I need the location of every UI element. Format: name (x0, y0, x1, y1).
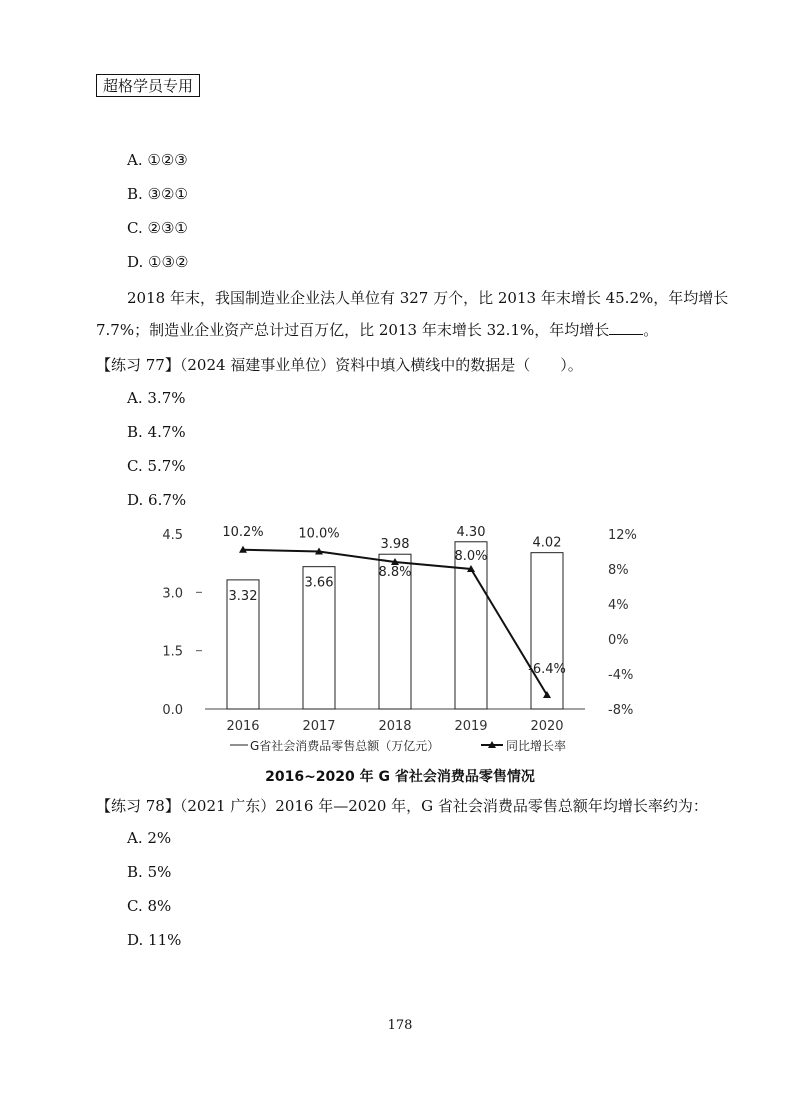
right-axis-tick-label: -4% (608, 668, 634, 683)
right-axis-tick-label: 4% (608, 598, 629, 613)
question-78-prompt: 【练习 78】（2021 广东）2016 年—2020 年，G 省社会消费品零售总额年均增长率约为： (96, 797, 708, 815)
q77-option-d[interactable]: D. 6.7% (127, 491, 187, 509)
left-axis-tick-label: 4.5 (162, 528, 183, 543)
legend-bar-label: G省社会消费品零售总额（万亿元） (250, 739, 440, 753)
x-axis-tick-label: 2020 (530, 719, 564, 734)
left-axis-tick-label: 1.5 (162, 644, 183, 660)
page-number: 178 (387, 1018, 413, 1033)
bar-value-label: 3.98 (380, 537, 410, 553)
x-axis-tick-label: 2019 (454, 719, 488, 734)
option-c[interactable]: C. ②③① (127, 219, 188, 237)
q78-option-c[interactable]: C. 8% (127, 897, 172, 915)
option-a[interactable]: A. ①②③ (127, 151, 188, 169)
passage-line-2: 7.7%；制造业企业资产总计过百万亿，比 2013 年末增长 32.1%，年均增长 。 (96, 321, 659, 339)
q77-option-b[interactable]: B. 4.7% (127, 423, 186, 441)
right-axis-tick-label: 8% (608, 563, 629, 578)
chart-title: 2016~2020 年 G 省社会消费品零售情况 (265, 769, 535, 785)
growth-rate-label: 10.0% (298, 526, 340, 542)
bar-value-label: 4.30 (456, 524, 486, 540)
q78-option-d[interactable]: D. 11% (127, 931, 182, 949)
x-axis-tick-label: 2018 (378, 719, 412, 734)
header-badge: 超格学员专用 (96, 74, 200, 97)
left-axis-tick-label: 0.0 (162, 703, 183, 718)
x-axis-tick-label: 2016 (226, 719, 260, 734)
right-axis-tick-label: -8% (608, 703, 634, 718)
right-axis-tick-label: 0% (608, 633, 629, 648)
bar-2020 (531, 553, 563, 709)
bar-value-label: 3.32 (228, 588, 258, 604)
option-b[interactable]: B. ③②① (127, 185, 188, 203)
growth-rate-label: -6.4% (528, 662, 566, 677)
passage-line-1: 2018 年末，我国制造业企业法人单位有 327 万个，比 2013 年末增长 45.2%，年均增长 (127, 289, 729, 307)
left-axis-tick-label: 3.0 (162, 586, 183, 602)
growth-rate-label: 8.0% (454, 549, 488, 564)
legend-line-label: 同比增长率 (506, 739, 567, 753)
right-axis-tick-label: 12% (608, 528, 637, 543)
question-77-prompt: 【练习 77】（2024 福建事业单位）资料中填入横线中的数据是（ ）。 (96, 356, 583, 374)
q77-option-a[interactable]: A. 3.7% (127, 389, 186, 407)
q77-option-c[interactable]: C. 5.7% (127, 457, 186, 475)
option-d[interactable]: D. ①③② (127, 253, 189, 271)
growth-rate-label: 8.8% (378, 565, 412, 580)
q78-option-a[interactable]: A. 2% (127, 829, 172, 847)
x-axis-tick-label: 2017 (302, 719, 336, 734)
bar-value-label: 4.02 (532, 535, 562, 551)
growth-rate-label: 10.2% (222, 524, 264, 540)
q78-option-b[interactable]: B. 5% (127, 863, 172, 881)
bar-value-label: 3.66 (304, 575, 334, 591)
